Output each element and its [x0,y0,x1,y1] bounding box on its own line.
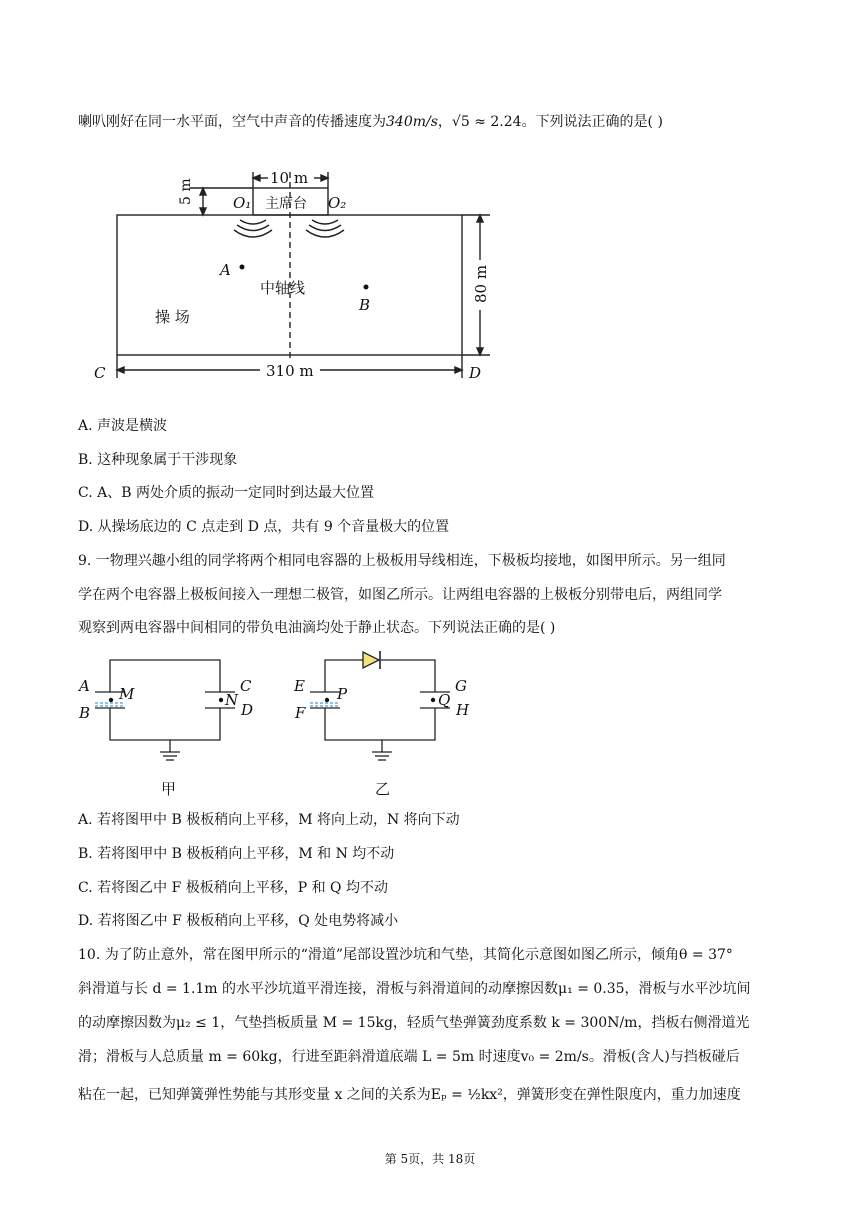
jia-bottom-wire [110,708,220,740]
q10-stem-line-5: 粘在一起，已知弹簧弹性势能与其形变量 x 之间的关系为Eₚ = ½kx²，弹簧形变在弹性限度内，重力加速度 [78,1087,741,1103]
intro-comma: ， [437,114,452,130]
speed-unit: m/s [412,114,438,130]
q8-option-c: C. A、B 两处介质的振动一定同时到达最大位置 [78,485,374,501]
label-c: C [240,677,252,695]
dim-right-label: 80 m [472,264,490,303]
point-b-label: B [359,296,371,314]
yi-top-wire-right [381,660,435,692]
dim-top-label: 10 m [270,169,309,187]
speed-value: 340 [386,114,413,130]
q9-option-c: C. 若将图乙中 F 极板稍向上平移，P 和 Q 均不动 [78,880,388,896]
point-c-label: C [94,364,106,382]
label-n: N [225,691,239,709]
label-f: F [295,704,306,722]
yi-bottom-wire [325,708,435,740]
jia-label: 甲 [161,780,177,798]
capacitor-figure [75,648,495,800]
diode-icon [363,652,379,668]
q9-option-d: D. 若将图乙中 F 极板稍向上平移，Q 处电势将减小 [78,913,399,929]
oil-drop-p [325,698,329,702]
q10-stem-line-1: 10. 为了防止意外，常在图甲所示的“滑道”尾部设置沙坑和气垫，其简化示意图如图乙所示，倾角θ = 37° [78,947,733,963]
point-d-label: D [469,364,482,382]
oil-drop-n [219,698,223,702]
point-a-label: A [220,261,231,279]
label-b: B [79,704,91,722]
q10-stem-line-4: 滑；滑板与人总质量 m = 60kg，行进至距斜滑道底端 L = 5m 时速度v₀ = 2m/s。滑板(含人)与挡板碰后 [78,1049,740,1065]
stage-label: 主席台 [265,196,307,212]
label-m: M [119,685,135,703]
q8-option-a: A. 声波是横波 [78,418,168,434]
q8-option-b: B. 这种现象属于干涉现象 [78,452,238,468]
page-footer: 第 5页，共 18页 [384,1152,476,1166]
o1-label: O₁ [233,194,252,212]
playground-figure [90,160,510,390]
oil-drop-q [431,698,435,702]
dim-left-label: 5 m [178,178,194,205]
q9-option-b: B. 若将图甲中 B 极板稍向上平移，M 和 N 均不动 [78,846,395,862]
q8-option-d: D. 从操场底边的 C 点走到 D 点，共有 9 个音量极大的位置 [78,519,450,535]
label-g: G [455,677,467,695]
label-p: P [337,685,348,703]
oil-drop-m [109,698,113,702]
speaker-wave-o2 [312,220,338,224]
label-e: E [294,677,305,695]
speaker-wave-o1 [240,220,266,224]
point-a-dot [240,265,245,270]
q10-stem-line-2: 斜滑道与长 d = 1.1m 的水平沙坑道平滑连接，滑板与斜滑道间的动摩擦因数μ₁ = 0.35，滑板与水平沙坑间 [78,981,751,997]
q9-option-a: A. 若将图甲中 B 极板稍向上平移，M 将向上动，N 将向下动 [78,812,460,828]
intro-line [78,112,663,132]
label-q: Q [438,691,451,709]
q9-stem-line-1: 9. 一物理兴趣小组的同学将两个相同电容器的上极板用导线相连，下极板均接地，如图甲所示。另一组同 [78,553,726,569]
label-a: A [79,677,90,695]
field-label: 操 场 [155,308,190,326]
label-d: D [241,701,254,719]
yi-label: 乙 [375,780,391,798]
sqrt5-approx: √5 ≈ 2.24 [451,114,522,130]
point-b-dot [364,285,369,290]
dim-bottom-label: 310 m [266,362,314,380]
q10-stem-line-3: 的动摩擦因数为μ₂ ≤ 1，气垫挡板质量 M = 15kg，轻质气垫弹簧劲度系数 k = 300N/m，挡板右侧滑道光 [78,1015,750,1031]
label-h: H [456,701,470,719]
q9-stem-line-3: 观察到两电容器中间相同的带负电油滴均处于静止状态。下列说法正确的是( ) [78,620,556,636]
center-axis-label: 中轴线 [260,279,306,297]
intro-question: 。下列说法正确的是( ) [521,114,663,130]
o2-label: O₂ [328,194,347,212]
q9-stem-line-2: 学在两个电容器上极板间接入一理想二极管，如图乙所示。让两组电容器的上极板分别带电后，两组同学 [78,587,722,603]
intro-text: 喇叭刚好在同一水平面，空气中声音的传播速度为 [78,114,386,130]
